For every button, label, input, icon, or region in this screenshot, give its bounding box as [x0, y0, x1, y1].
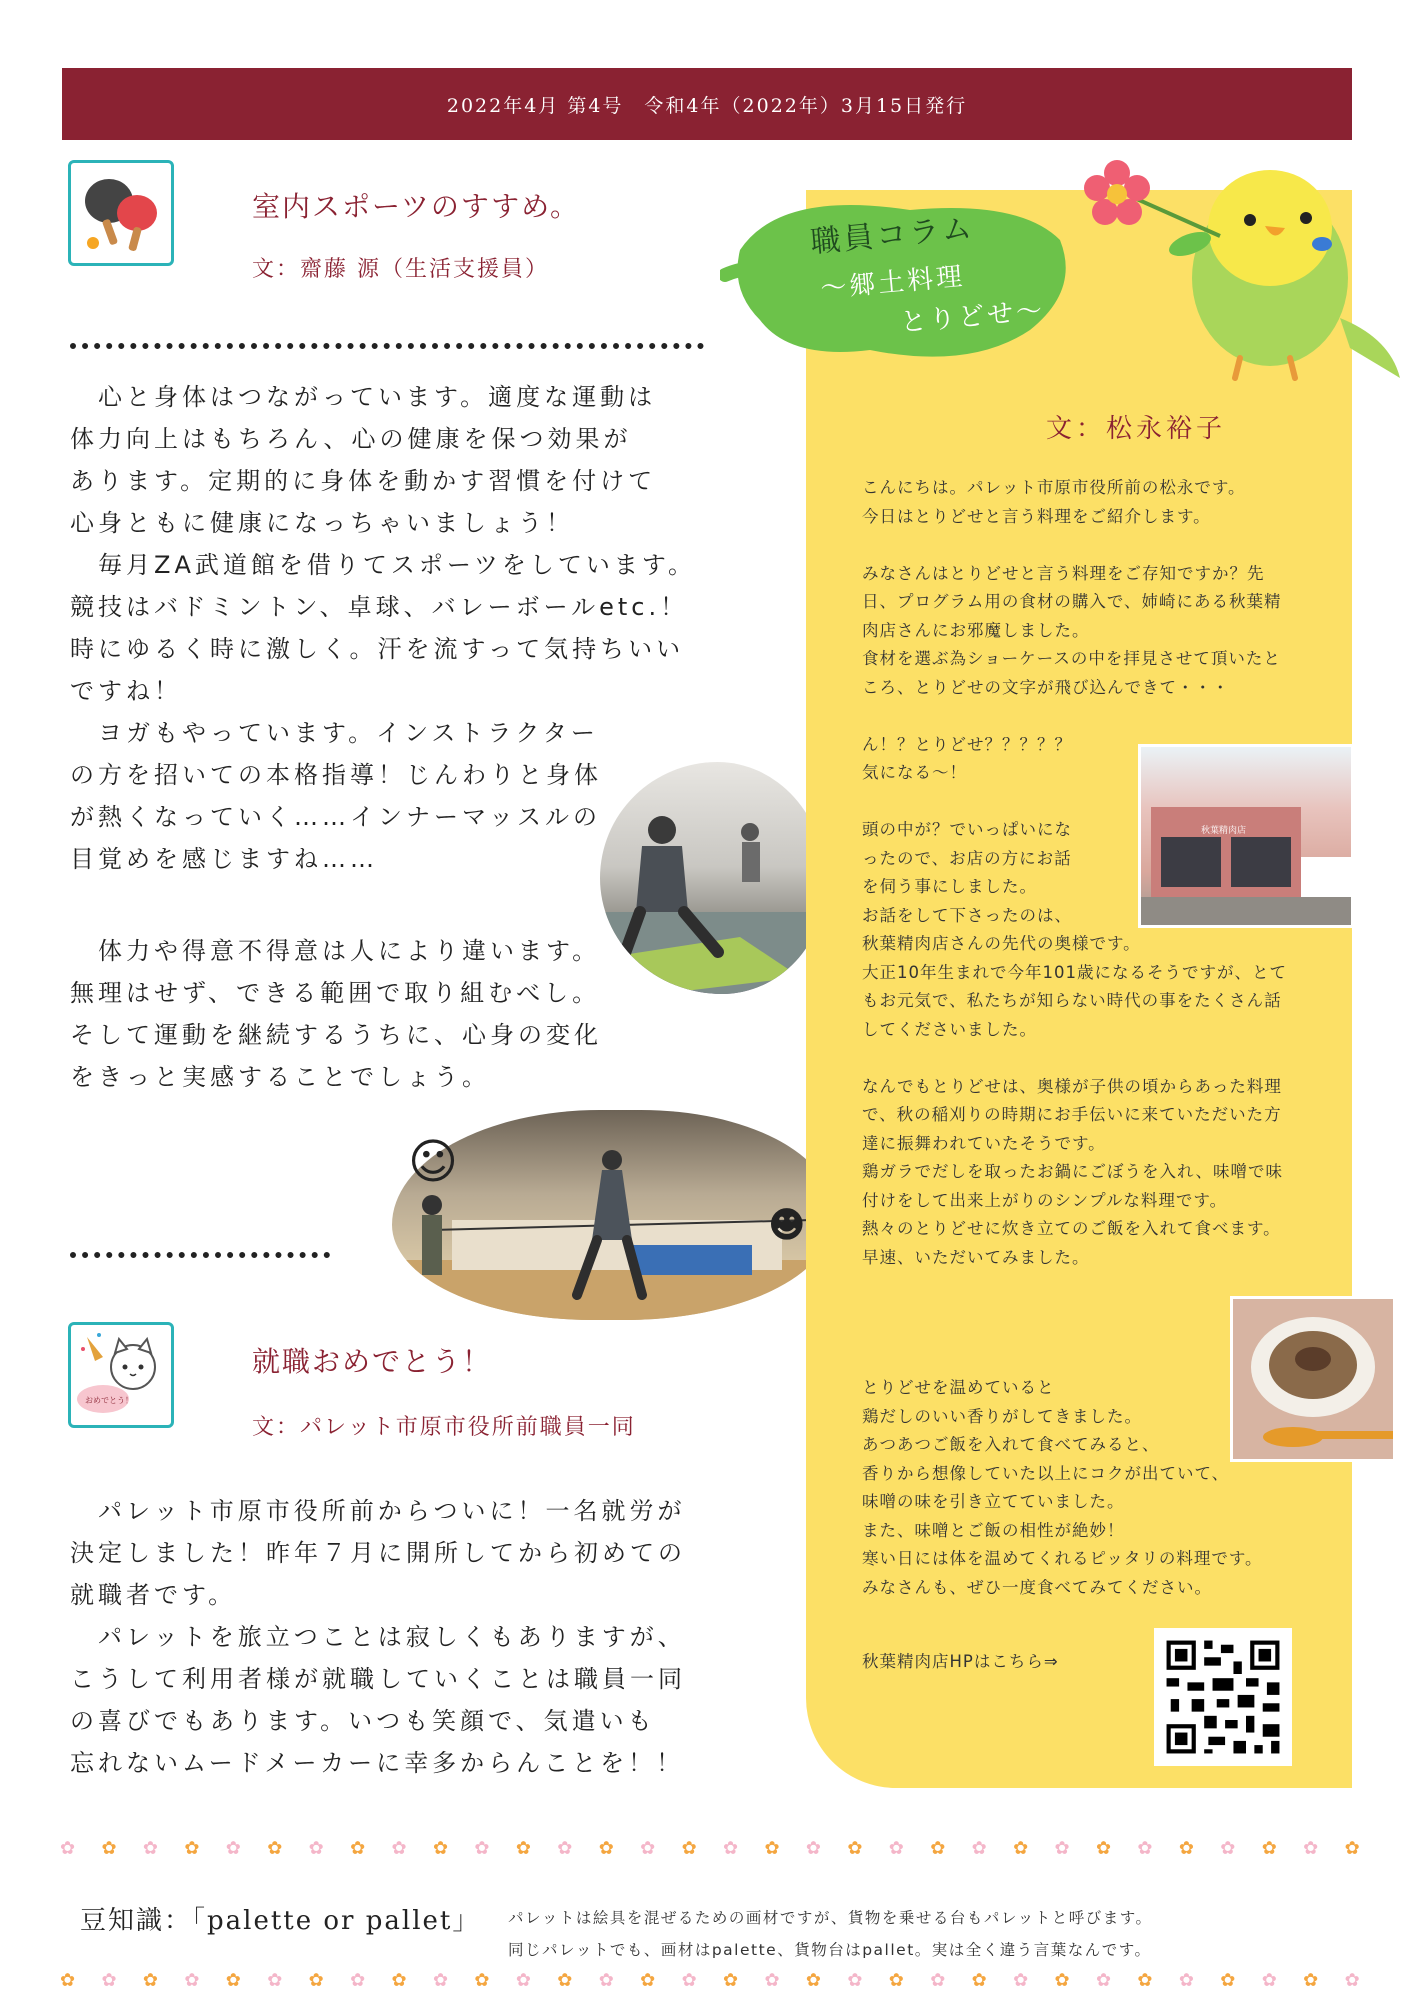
- column-badge-sub2: とりどせ～: [899, 295, 1047, 339]
- trivia-line-1: パレットは絵具を混ぜるための画材ですが、貨物を乗せる台もパレットと呼びます。: [508, 1909, 1153, 1927]
- shop-sign: 秋葉精肉店: [1201, 826, 1247, 836]
- yoga-photo: [600, 762, 826, 994]
- smiley-emoji-icon: ☺: [408, 1134, 459, 1190]
- butcher-shop-photo: [1138, 744, 1354, 928]
- congrats-title: 就職おめでとう！: [252, 1345, 493, 1378]
- column-badge-sub1: ～郷土料理: [819, 261, 967, 305]
- qr-code-icon[interactable]: [1154, 1628, 1292, 1766]
- trivia-label: 豆知識：「palette or pallet」: [80, 1906, 481, 1936]
- column-text-part2: とりどせを温めていると 鶏だしのいい香りがしてきました。 あつあつご飯を入れて食べてみると、 香りから想像していた以上にコクが出ていて、 味噌の味を引き立てていました。 また、味噌とご飯の相性が絶妙！ 寒い日には体を温めてくれるピッタリの料理です。 みなさんも、ぜひ一度食べてみてください。: [862, 1378, 1263, 1597]
- congrats-author: 文：パレット市原市役所前職員一同: [252, 1415, 636, 1440]
- flower-icon: [1082, 158, 1152, 232]
- sports-paragraph-1: 心と身体はつながっています。適度な運動は 体力向上はもちろん、心の健康を保つ効果が あります。定期的に身体を動かす習慣を付けて 心身ともに健康になっちゃいましょう！ 毎月ZA武道館を借りてスポーツをしています。 競技はバドミントン、卓球、バレーボールetc.！ 時にゆるく時に激しく。汗を流すって気持ちいい ですね！ ヨガもやっています。インストラクター の方を招いての本格指導！じんわりと身体 が熱くなっていく……インナーマッスルの 目覚めを感じますね……: [70, 383, 696, 873]
- flower-border-bottom: ✿ ✿ ✿ ✿ ✿ ✿ ✿ ✿ ✿ ✿ ✿ ✿ ✿ ✿ ✿ ✿ ✿ ✿ ✿ ✿ ✿ ✿ ✿ ✿ ✿ ✿ ✿ ✿ ✿ ✿ ✿ ✿: [60, 1970, 1360, 1991]
- column-badge-title: 職員コラム: [809, 210, 977, 261]
- column-author: 文：松永裕子: [1046, 414, 1227, 444]
- sports-author: 文：齋藤 源（生活支援員）: [252, 257, 549, 282]
- celebrating-cat-icon: [68, 1322, 174, 1428]
- column-text-part1: こんにちは。パレット市原市役所前の松永です。 今日はとりどせと言う料理をご紹介します。 みなさんはとりどせと言う料理をご存知ですか？先 日、プログラム用の食材の購入で、姉崎にある秋葉精 肉店さんにお邪魔しました。 食材を選ぶ為ショーケースの中を拝見させて頂いたと ころ、とりどせの文字が飛び込んできて・・・ ん！？とりどせ？？？？？ 気になる～！ 頭の中が？でいっぱいにな ったので、お店の方にお話 を伺う事にしました。 お話をして下さったのは、 秋葉精肉店さんの先代の奥様です。 大正10年生まれで今年101歳になるそうですが、とて もお元気で、私たちが知らない時代の事をたくさん話 してくださいました。 なんでもとりどせは、奥様が子供の頃からあった料理 で、秋の稲刈りの時期にお手伝いに来ていただいた方 達に振舞われていたそうです。 鶏ガラでだしを取ったお鍋にごぼうを入れ、味噌で味 付けをして出来上がりのシンプルな料理です。 熱々のとりどせに炊き立てのご飯を入れて食べます。 早速、いただいてみました。: [862, 478, 1287, 1267]
- sports-title: 室内スポーツのすすめ。: [252, 190, 581, 223]
- flower-border-top: ✿ ✿ ✿ ✿ ✿ ✿ ✿ ✿ ✿ ✿ ✿ ✿ ✿ ✿ ✿ ✿ ✿ ✿ ✿ ✿ ✿ ✿ ✿ ✿ ✿ ✿ ✿ ✿ ✿ ✿ ✿ ✿: [60, 1838, 1360, 1859]
- tongue-out-emoji-icon: ☻: [768, 1205, 806, 1246]
- sports-paragraph-2: 体力や得意不得意は人により違います。 無理はせず、できる範囲で取り組むべし。 そして運動を継続するうちに、心身の変化 をきっと実感することでしょう。: [70, 937, 602, 1091]
- trivia-line-2: 同じパレットでも、画材はpalette、貨物台はpallet。実は全く違う言葉なんです。: [508, 1941, 1152, 1959]
- shop-hp-link[interactable]: 秋葉精肉店HPはこちら⇒: [862, 1652, 1059, 1671]
- dotted-divider-short: [70, 1252, 330, 1258]
- dotted-divider: [70, 343, 704, 349]
- issue-line: 2022年4月 第4号 令和4年（2022年）3月15日発行: [446, 94, 968, 117]
- issue-header-bar: [62, 68, 1352, 140]
- congrats-body: パレット市原市役所前からついに！一名就労が 決定しました！昨年７月に開所してから初めての 就職者です。 パレットを旅立つことは寂しくもありますが、 こうして利用者様が就職していくことは職員一同 の喜びでもあります。いつも笑顔で、気遣いも 忘れないムードメーカーに幸多からんことを！！: [70, 1497, 686, 1777]
- cat-icon-caption: おめでとう！: [85, 1396, 133, 1405]
- ping-pong-paddles-icon: [68, 160, 174, 266]
